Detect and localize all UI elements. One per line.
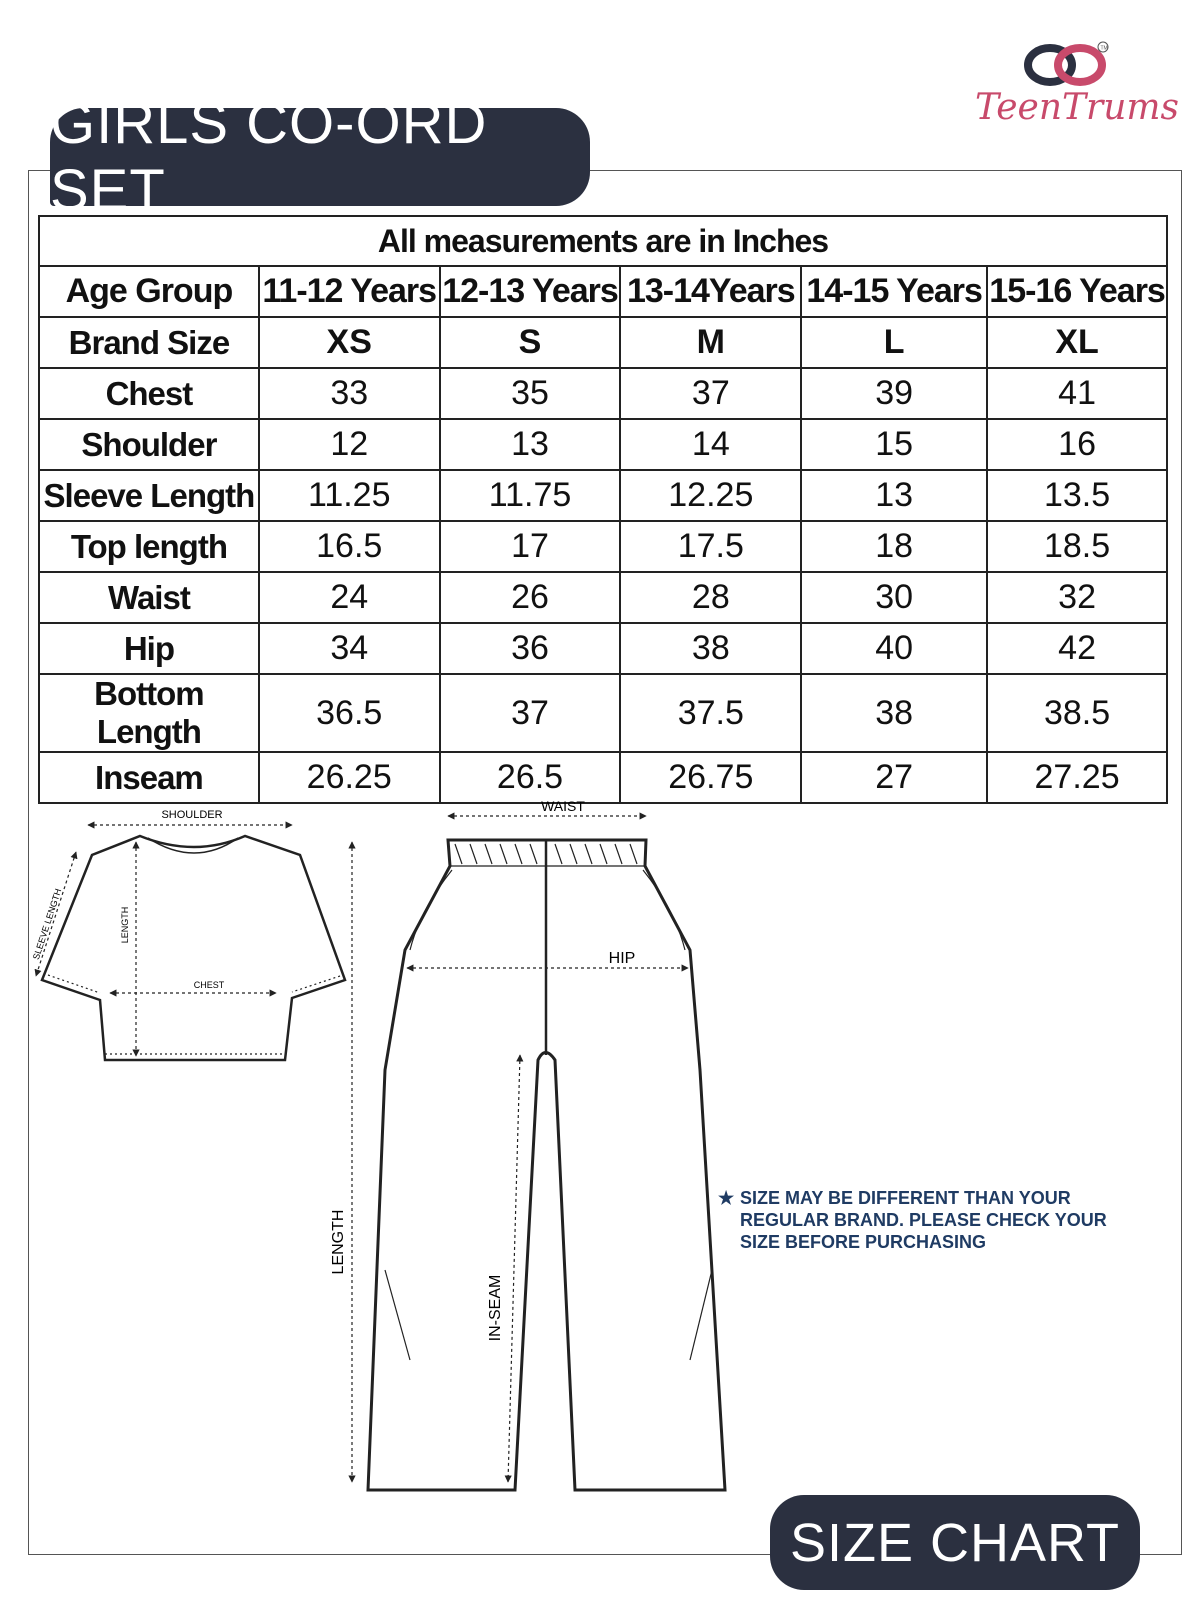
- table-caption: All measurements are in Inches: [39, 216, 1167, 266]
- measurement-cell: 11.25: [259, 470, 440, 521]
- table-row: [39, 470, 1167, 521]
- measurement-cell: 41: [987, 368, 1167, 419]
- measurement-cell: 35: [440, 368, 621, 419]
- row-label: Chest: [39, 368, 259, 419]
- page-title-text: GIRLS CO-ORD SET: [50, 91, 488, 223]
- measurement-cell: 16.5: [259, 521, 440, 572]
- note-line: REGULAR BRAND. PLEASE CHECK YOUR: [740, 1210, 1107, 1230]
- measurement-cell: 37: [440, 674, 621, 752]
- measurement-cell: 26.75: [620, 752, 801, 803]
- brand-size-cell: XS: [259, 317, 440, 368]
- table-row: [39, 752, 1167, 803]
- measurement-cell: 37: [620, 368, 801, 419]
- measurement-cell: 13.5: [987, 470, 1167, 521]
- measurement-cell: 18.5: [987, 521, 1167, 572]
- brand-size-cell: XL: [987, 317, 1167, 368]
- top-length-label: LENGTH: [120, 906, 130, 944]
- measurement-cell: 15: [801, 419, 987, 470]
- measurement-cell: 18: [801, 521, 987, 572]
- measurement-cell: 36.5: [259, 674, 440, 752]
- measurement-cell: 26.5: [440, 752, 621, 803]
- note-line: SIZE BEFORE PURCHASING: [740, 1232, 987, 1252]
- waist-label: WAIST: [541, 800, 585, 814]
- hip-label: HIP: [608, 950, 636, 967]
- size-chart-text: SIZE CHART: [789, 1512, 1121, 1573]
- row-label: Sleeve Length: [39, 470, 259, 521]
- note-line: SIZE MAY BE DIFFERENT THAN YOUR: [740, 1188, 1071, 1208]
- measurement-cell: 13: [440, 419, 621, 470]
- table-row: [39, 623, 1167, 674]
- measurement-cell: 26.25: [259, 752, 440, 803]
- measurement-cell: 36: [440, 623, 621, 674]
- brand-name: TeenTrums: [975, 87, 1180, 128]
- table-row: [39, 419, 1167, 470]
- measurement-cell: 26: [440, 572, 621, 623]
- row-label: Inseam: [39, 752, 259, 803]
- svg-text:TM: TM: [1100, 45, 1108, 52]
- age-group-cell: 12-13 Years: [440, 266, 621, 317]
- row-label: Bottom Length: [39, 674, 259, 752]
- age-group-label: Age Group: [39, 266, 259, 317]
- shoulder-label: SHOULDER: [161, 809, 223, 821]
- measurement-cell: 30: [801, 572, 987, 623]
- row-label: Waist: [39, 572, 259, 623]
- row-label: Hip: [39, 623, 259, 674]
- top-drawing: [42, 836, 345, 1060]
- brand-size-cell: L: [801, 317, 987, 368]
- measurement-cell: 40: [801, 623, 987, 674]
- table-row: [39, 521, 1167, 572]
- measurement-cell: 32: [987, 572, 1167, 623]
- measurement-cell: 34: [259, 623, 440, 674]
- size-chart-badge: [770, 1495, 1140, 1590]
- measurement-cell: 17: [440, 521, 621, 572]
- measurement-cell: 38: [620, 623, 801, 674]
- measurement-cell: 38: [801, 674, 987, 752]
- measurement-cell: 27.25: [987, 752, 1167, 803]
- measurement-cell: 11.75: [440, 470, 621, 521]
- brand-size-cell: M: [620, 317, 801, 368]
- measurement-cell: 27: [801, 752, 987, 803]
- measurement-cell: 37.5: [620, 674, 801, 752]
- measurement-cell: 12.25: [620, 470, 801, 521]
- measurement-cell: 24: [259, 572, 440, 623]
- page-title: [50, 91, 590, 223]
- logo-mark-icon: [975, 35, 1175, 95]
- measurement-cell: 42: [987, 623, 1167, 674]
- size-note: [718, 1187, 1170, 1253]
- age-group-cell: 11-12 Years: [259, 266, 440, 317]
- measurement-cell: 13: [801, 470, 987, 521]
- measurement-cell: 17.5: [620, 521, 801, 572]
- inseam-label: IN-SEAM: [487, 1274, 504, 1342]
- row-label: Top length: [39, 521, 259, 572]
- measurement-cell: 14: [620, 419, 801, 470]
- pant-length-label: LENGTH: [330, 1209, 347, 1275]
- age-group-cell: 14-15 Years: [801, 266, 987, 317]
- brand-size-cell: S: [440, 317, 621, 368]
- table-row: [39, 572, 1167, 623]
- measurement-cell: 28: [620, 572, 801, 623]
- row-label: Shoulder: [39, 419, 259, 470]
- chest-label: CHEST: [193, 980, 225, 990]
- measurement-cell: 12: [259, 419, 440, 470]
- brand-logo: [975, 35, 1180, 145]
- garment-diagram: [0, 800, 1200, 1520]
- brand-size-label: Brand Size: [39, 317, 259, 368]
- star-icon: ★: [718, 1188, 735, 1208]
- age-group-cell: 13-14Years: [620, 266, 801, 317]
- age-group-cell: 15-16 Years: [987, 266, 1167, 317]
- measurement-cell: 33: [259, 368, 440, 419]
- table-row: [39, 674, 1167, 752]
- table-row: [39, 368, 1167, 419]
- measurement-cell: 39: [801, 368, 987, 419]
- measurement-cell: 38.5: [987, 674, 1167, 752]
- sleeve-length-label: SLEEVE LENGTH: [30, 887, 64, 961]
- size-table: [38, 215, 1168, 804]
- measurement-cell: 16: [987, 419, 1167, 470]
